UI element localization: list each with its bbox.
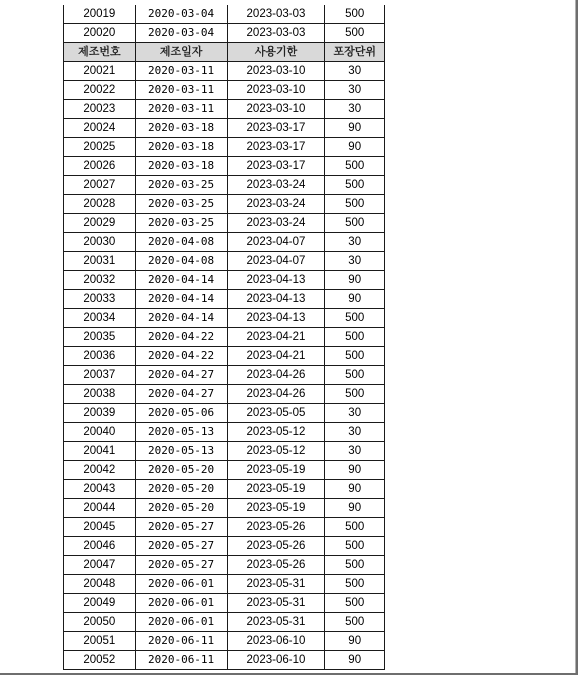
exp-date-cell: 2023-03-24 [227,214,325,233]
lot-expiry-table [63,5,385,670]
table-row [64,290,385,309]
mfg-date-cell: 2020-04-14 [135,271,227,290]
exp-date-cell: 2023-04-21 [227,328,325,347]
lot-number-cell: 20024 [64,119,136,138]
exp-date-cell: 2023-03-24 [227,195,325,214]
exp-date-cell: 2023-04-07 [227,233,325,252]
exp-date-cell: 2023-04-21 [227,347,325,366]
table-row [64,366,385,385]
exp-date-cell: 2023-05-31 [227,613,325,632]
pack-unit-cell: 500 [325,385,385,404]
table-row [64,24,385,43]
exp-date-cell: 2023-05-19 [227,461,325,480]
lot-number-cell: 20028 [64,195,136,214]
mfg-date-cell: 2020-03-18 [135,157,227,176]
pack-unit-cell: 30 [325,81,385,100]
mfg-date-cell: 2020-04-14 [135,290,227,309]
lot-number-cell: 20022 [64,81,136,100]
lot-number-cell: 20021 [64,62,136,81]
exp-date-cell: 2023-04-13 [227,271,325,290]
pack-unit-cell: 500 [325,328,385,347]
exp-date-cell: 2023-05-26 [227,518,325,537]
exp-date-cell: 2023-03-17 [227,119,325,138]
header-lot-number: 제조번호 [64,43,136,62]
exp-date-cell: 2023-03-03 [227,24,325,43]
table-row [64,537,385,556]
exp-date-cell: 2023-05-19 [227,480,325,499]
pack-unit-cell: 90 [325,480,385,499]
pack-unit-cell: 500 [325,537,385,556]
pack-unit-cell: 500 [325,195,385,214]
lot-number-cell: 20029 [64,214,136,233]
table-row [64,613,385,632]
exp-date-cell: 2023-05-05 [227,404,325,423]
table-row [64,518,385,537]
lot-number-cell: 20037 [64,366,136,385]
mfg-date-cell: 2020-05-06 [135,404,227,423]
mfg-date-cell: 2020-03-25 [135,214,227,233]
table-row [64,81,385,100]
table-row [64,651,385,670]
exp-date-cell: 2023-05-31 [227,575,325,594]
lot-number-cell: 20048 [64,575,136,594]
pack-unit-cell: 500 [325,5,385,24]
pack-unit-cell: 500 [325,556,385,575]
table-row [64,594,385,613]
table-row [64,271,385,290]
header-exp-date: 사용기한 [227,43,325,62]
mfg-date-cell: 2020-06-11 [135,632,227,651]
mfg-date-cell: 2020-04-14 [135,309,227,328]
mfg-date-cell: 2020-04-08 [135,252,227,271]
table-row [64,195,385,214]
lot-number-cell: 20036 [64,347,136,366]
mfg-date-cell: 2020-05-27 [135,518,227,537]
pack-unit-cell: 90 [325,138,385,157]
pack-unit-cell: 500 [325,366,385,385]
mfg-date-cell: 2020-03-11 [135,62,227,81]
lot-number-cell: 20031 [64,252,136,271]
mfg-date-cell: 2020-05-27 [135,537,227,556]
table-row [64,233,385,252]
lot-number-cell: 20046 [64,537,136,556]
mfg-date-cell: 2020-06-11 [135,651,227,670]
exp-date-cell: 2023-06-10 [227,632,325,651]
table-row [64,404,385,423]
mfg-date-cell: 2020-06-01 [135,575,227,594]
pack-unit-cell: 90 [325,271,385,290]
table-row [64,214,385,233]
lot-number-cell: 20052 [64,651,136,670]
exp-date-cell: 2023-05-26 [227,556,325,575]
lot-number-cell: 20020 [64,24,136,43]
table-row [64,461,385,480]
lot-number-cell: 20038 [64,385,136,404]
pack-unit-cell: 500 [325,575,385,594]
mfg-date-cell: 2020-04-22 [135,328,227,347]
lot-number-cell: 20026 [64,157,136,176]
exp-date-cell: 2023-03-10 [227,81,325,100]
pack-unit-cell: 500 [325,347,385,366]
mfg-date-cell: 2020-05-27 [135,556,227,575]
exp-date-cell: 2023-03-17 [227,157,325,176]
exp-date-cell: 2023-04-07 [227,252,325,271]
table-row [64,62,385,81]
exp-date-cell: 2023-04-26 [227,366,325,385]
exp-date-cell: 2023-03-24 [227,176,325,195]
exp-date-cell: 2023-04-26 [227,385,325,404]
pack-unit-cell: 500 [325,24,385,43]
pack-unit-cell: 500 [325,518,385,537]
table-header-row [64,43,385,62]
lot-number-cell: 20045 [64,518,136,537]
lot-number-cell: 20050 [64,613,136,632]
pack-unit-cell: 500 [325,176,385,195]
mfg-date-cell: 2020-05-20 [135,480,227,499]
pack-unit-cell: 500 [325,613,385,632]
pack-unit-cell: 30 [325,404,385,423]
lot-number-cell: 20051 [64,632,136,651]
table-row [64,423,385,442]
table-row [64,309,385,328]
exp-date-cell: 2023-05-19 [227,499,325,518]
exp-date-cell: 2023-05-12 [227,423,325,442]
mfg-date-cell: 2020-04-08 [135,233,227,252]
pack-unit-cell: 90 [325,499,385,518]
pack-unit-cell: 90 [325,290,385,309]
lot-number-cell: 20041 [64,442,136,461]
table-row [64,252,385,271]
pack-unit-cell: 30 [325,62,385,81]
header-mfg-date: 제조일자 [135,43,227,62]
pack-unit-cell: 500 [325,594,385,613]
pack-unit-cell: 90 [325,119,385,138]
table-row [64,176,385,195]
exp-date-cell: 2023-05-26 [227,537,325,556]
table-row [64,100,385,119]
table-row [64,138,385,157]
lot-number-cell: 20044 [64,499,136,518]
page-edge-shadow-right [576,0,578,675]
mfg-date-cell: 2020-04-27 [135,385,227,404]
lot-number-cell: 20047 [64,556,136,575]
mfg-date-cell: 2020-05-13 [135,423,227,442]
pack-unit-cell: 90 [325,461,385,480]
lot-number-cell: 20030 [64,233,136,252]
table-row [64,347,385,366]
table-row [64,575,385,594]
table-row [64,442,385,461]
mfg-date-cell: 2020-03-04 [135,24,227,43]
lot-number-cell: 20049 [64,594,136,613]
mfg-date-cell: 2020-03-18 [135,119,227,138]
table-row [64,328,385,347]
exp-date-cell: 2023-04-13 [227,309,325,328]
mfg-date-cell: 2020-06-01 [135,613,227,632]
pack-unit-cell: 30 [325,233,385,252]
lot-number-cell: 20039 [64,404,136,423]
mfg-date-cell: 2020-03-25 [135,195,227,214]
table-row [64,480,385,499]
exp-date-cell: 2023-03-10 [227,100,325,119]
table-row [64,157,385,176]
mfg-date-cell: 2020-03-18 [135,138,227,157]
mfg-date-cell: 2020-04-27 [135,366,227,385]
exp-date-cell: 2023-05-31 [227,594,325,613]
mfg-date-cell: 2020-05-13 [135,442,227,461]
pack-unit-cell: 90 [325,632,385,651]
lot-number-cell: 20027 [64,176,136,195]
table-row [64,385,385,404]
header-pack-unit: 포장단위 [325,43,385,62]
pack-unit-cell: 30 [325,100,385,119]
mfg-date-cell: 2020-05-20 [135,461,227,480]
lot-number-cell: 20032 [64,271,136,290]
table-row [64,119,385,138]
pack-unit-cell: 30 [325,442,385,461]
mfg-date-cell: 2020-03-04 [135,5,227,24]
mfg-date-cell: 2020-03-25 [135,176,227,195]
mfg-date-cell: 2020-03-11 [135,81,227,100]
pack-unit-cell: 500 [325,214,385,233]
pack-unit-cell: 500 [325,157,385,176]
table-row [64,499,385,518]
exp-date-cell: 2023-06-10 [227,651,325,670]
lot-number-cell: 20025 [64,138,136,157]
exp-date-cell: 2023-05-12 [227,442,325,461]
table-row [64,632,385,651]
lot-number-cell: 20040 [64,423,136,442]
table-row [64,5,385,24]
exp-date-cell: 2023-03-10 [227,62,325,81]
table-body [64,5,385,670]
pack-unit-cell: 30 [325,252,385,271]
exp-date-cell: 2023-04-13 [227,290,325,309]
mfg-date-cell: 2020-04-22 [135,347,227,366]
lot-number-cell: 20042 [64,461,136,480]
lot-number-cell: 20035 [64,328,136,347]
pack-unit-cell: 500 [325,309,385,328]
mfg-date-cell: 2020-06-01 [135,594,227,613]
exp-date-cell: 2023-03-03 [227,5,325,24]
pack-unit-cell: 90 [325,651,385,670]
lot-number-cell: 20019 [64,5,136,24]
lot-number-cell: 20043 [64,480,136,499]
lot-number-cell: 20033 [64,290,136,309]
table-row [64,556,385,575]
pack-unit-cell: 30 [325,423,385,442]
mfg-date-cell: 2020-03-11 [135,100,227,119]
lot-number-cell: 20034 [64,309,136,328]
exp-date-cell: 2023-03-17 [227,138,325,157]
lot-number-cell: 20023 [64,100,136,119]
mfg-date-cell: 2020-05-20 [135,499,227,518]
